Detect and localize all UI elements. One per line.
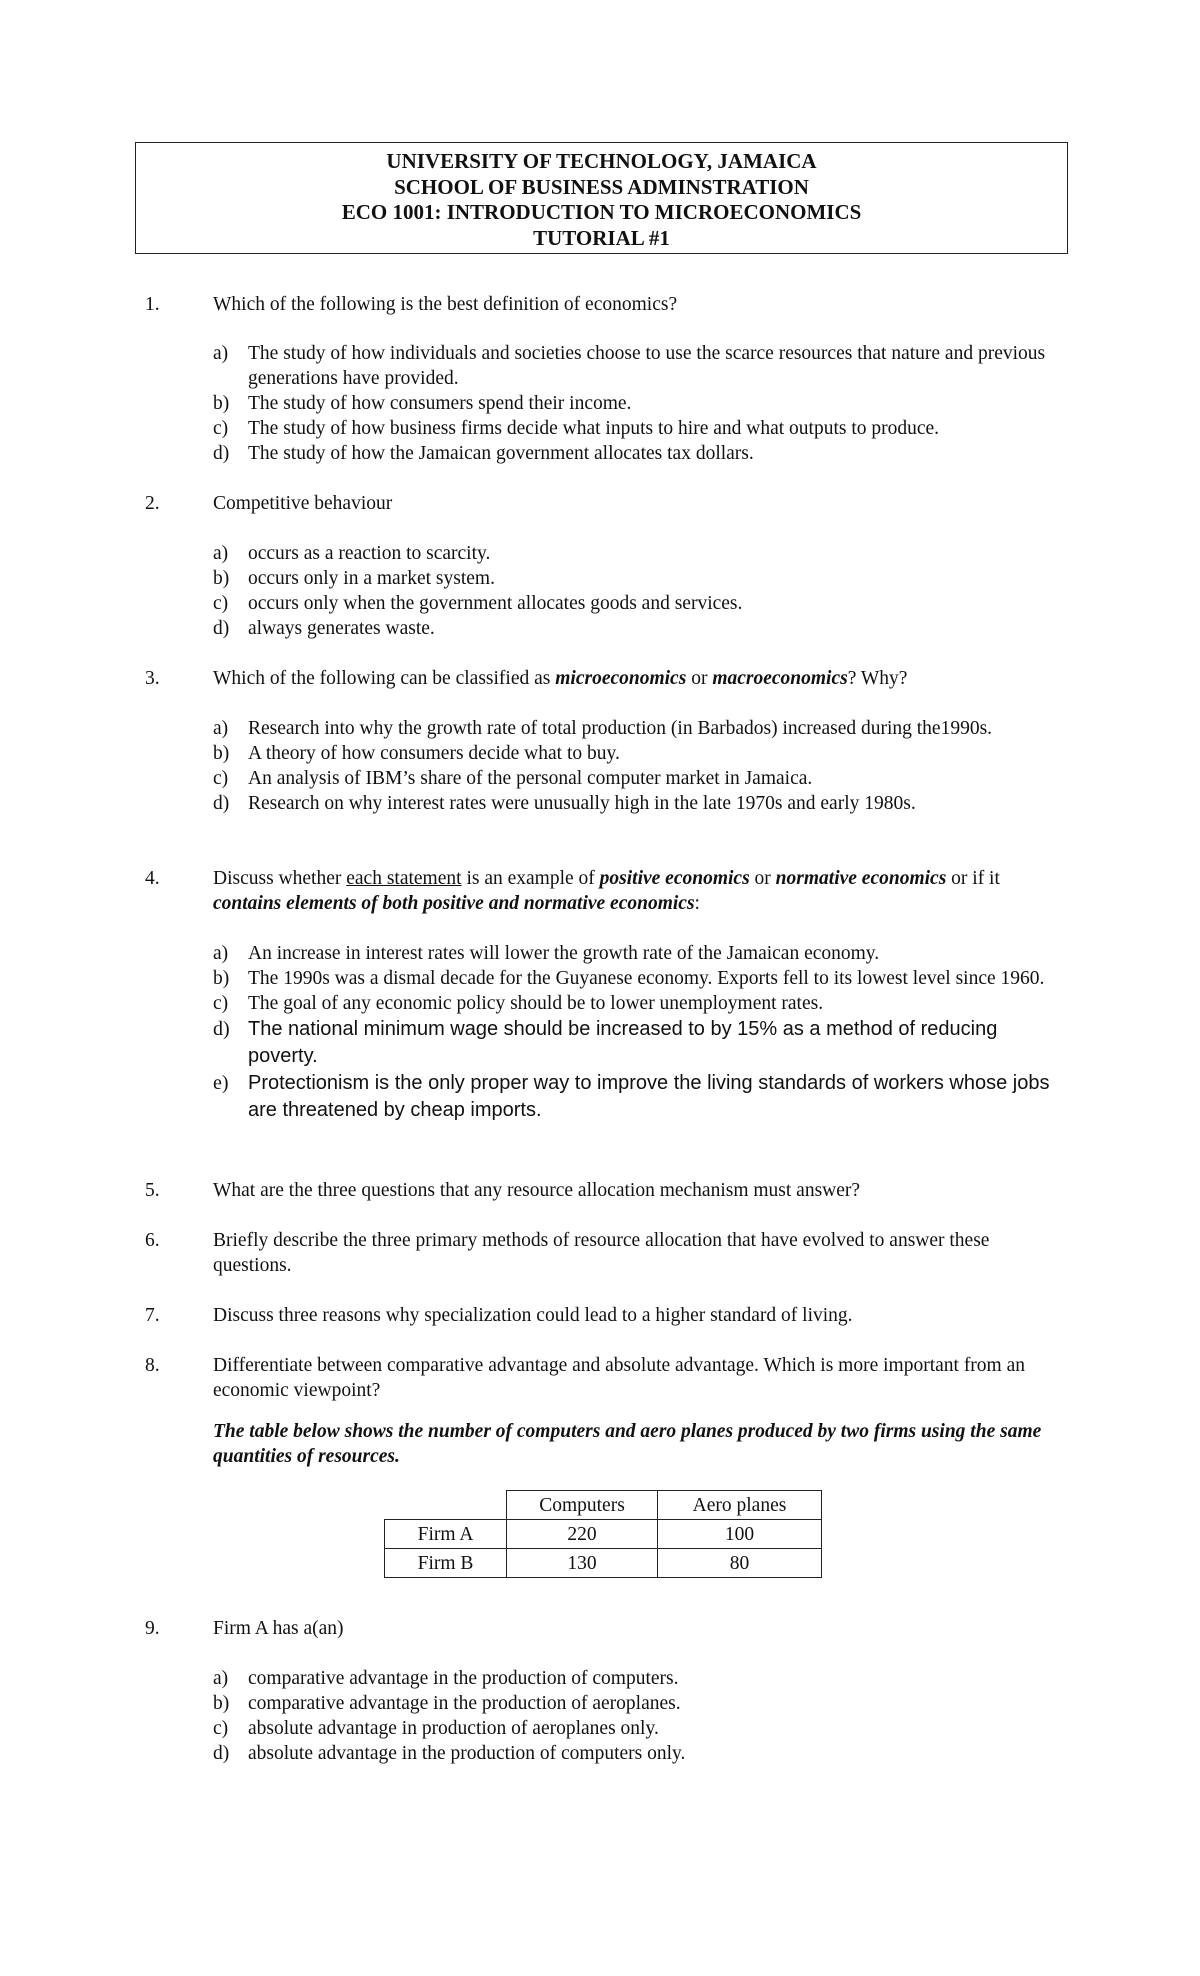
question-number: 2. <box>145 493 160 514</box>
question-text: Firm A has a(an) <box>213 1618 344 1639</box>
question-1-options <box>213 341 1063 466</box>
question-text: Briefly describe the three primary methods of resource allocation that have evolved to answer these questions. <box>213 1230 990 1276</box>
option-text: Research on why interest rates were unusually high in the late 1970s and early 1980s. <box>248 793 916 814</box>
option-letter: d) <box>213 1743 230 1764</box>
text-segment: : <box>694 893 700 914</box>
question-text: Differentiate between comparative advantage and absolute advantage. Which is more important from an economic viewpoint? <box>213 1355 1026 1401</box>
option-d <box>213 616 1063 641</box>
option-b <box>213 966 1063 991</box>
option-letter: d) <box>213 793 230 814</box>
table-header-computers: Computers <box>507 1491 658 1520</box>
production-table <box>384 1490 822 1578</box>
question-4-options <box>213 941 1063 1124</box>
option-letter: c) <box>213 1718 229 1739</box>
option-text: The study of how individuals and societies choose to use the scarce resources that nature and previous generations have provided. <box>248 343 1046 389</box>
table-corner-cell <box>385 1491 507 1520</box>
option-letter: b) <box>213 1693 230 1714</box>
table-header-row <box>385 1491 822 1520</box>
question-9-options <box>213 1666 1063 1766</box>
option-text: absolute advantage in the production of computers only. <box>248 1743 686 1764</box>
option-text: An analysis of IBM’s share of the personal computer market in Jamaica. <box>248 768 813 789</box>
question-2-options <box>213 541 1063 641</box>
question-text: Which of the following is the best definition of economics? <box>213 294 678 315</box>
option-b <box>213 1691 1063 1716</box>
table-cell: 130 <box>507 1549 658 1578</box>
option-a <box>213 1666 1063 1691</box>
option-b <box>213 391 1063 416</box>
option-c <box>213 416 1063 441</box>
question-text: Discuss three reasons why specialization could lead to a higher standard of living. <box>213 1305 853 1326</box>
text-segment: Discuss whether <box>213 868 347 889</box>
option-text: The 1990s was a dismal decade for the Guyanese economy. Exports fell to its lowest level since 1960. <box>248 968 1045 989</box>
option-text: absolute advantage in production of aeroplanes only. <box>248 1718 659 1739</box>
option-letter: d) <box>213 443 230 464</box>
question-text: Competitive behaviour <box>213 493 393 514</box>
option-text: comparative advantage in the production of aeroplanes. <box>248 1693 681 1714</box>
question-number: 1. <box>145 294 160 315</box>
question-number: 4. <box>145 868 160 889</box>
option-d <box>213 1016 1063 1070</box>
option-a <box>213 541 1063 566</box>
option-letter: d) <box>213 1018 230 1040</box>
option-letter: b) <box>213 568 230 589</box>
option-text: Research into why the growth rate of total production (in Barbados) increased during the1990s. <box>248 718 993 739</box>
question-number: 3. <box>145 668 160 689</box>
option-letter: c) <box>213 768 229 789</box>
option-letter: c) <box>213 993 229 1014</box>
option-letter: a) <box>213 343 229 364</box>
university-name: UNIVERSITY OF TECHNOLOGY, JAMAICA <box>386 149 817 173</box>
emphasis-both: contains elements of both positive and normative economics <box>213 893 695 914</box>
option-c <box>213 1716 1063 1741</box>
question-text: What are the three questions that any resource allocation mechanism must answer? <box>213 1180 861 1201</box>
question-number: 8. <box>145 1355 160 1376</box>
emphasis-normative-economics: normative economics <box>775 868 947 889</box>
table-header-aero-planes: Aero planes <box>658 1491 822 1520</box>
question-number: 6. <box>145 1230 160 1251</box>
option-a <box>213 716 1063 741</box>
option-e <box>213 1070 1063 1124</box>
emphasis-microeconomics: microeconomics <box>555 668 687 689</box>
option-a <box>213 941 1063 966</box>
option-letter: c) <box>213 593 229 614</box>
option-b <box>213 741 1063 766</box>
option-c <box>213 991 1063 1016</box>
option-text: comparative advantage in the production of computers. <box>248 1668 679 1689</box>
underlined-phrase: each statement <box>346 868 462 889</box>
option-d <box>213 791 1063 816</box>
tutorial-title: TUTORIAL #1 <box>533 225 670 250</box>
option-c <box>213 591 1063 616</box>
option-text: The goal of any economic policy should be to lower unemployment rates. <box>248 993 824 1014</box>
table-row-label: Firm B <box>385 1549 507 1578</box>
text-segment: or if it <box>946 868 1000 889</box>
option-letter: a) <box>213 943 229 964</box>
document-header <box>135 142 1068 254</box>
option-letter: a) <box>213 1668 229 1689</box>
table-row <box>385 1520 822 1549</box>
text-segment: Which of the following can be classified as <box>213 668 556 689</box>
option-a <box>213 341 1063 391</box>
emphasis-positive-economics: positive economics <box>599 868 750 889</box>
question-3-options <box>213 716 1063 816</box>
option-text: always generates waste. <box>248 618 435 639</box>
question-number: 5. <box>145 1180 160 1201</box>
option-text: An increase in interest rates will lower the growth rate of the Jamaican economy. <box>248 943 880 964</box>
table-intro-note: The table below shows the number of computers and aero planes produced by two firms using the same quantities of resources. <box>213 1421 1042 1467</box>
option-letter: a) <box>213 543 229 564</box>
option-text: occurs only when the government allocates goods and services. <box>248 593 743 614</box>
option-text: A theory of how consumers decide what to buy. <box>248 743 620 764</box>
table-cell: 80 <box>658 1549 822 1578</box>
option-text: The national minimum wage should be increased to by 15% as a method of reducing poverty. <box>248 1018 998 1067</box>
option-letter: e) <box>213 1072 229 1094</box>
course-title: ECO 1001: INTRODUCTION TO MICROECONOMICS <box>341 200 862 224</box>
option-letter: b) <box>213 393 230 414</box>
option-text: Protectionism is the only proper way to improve the living standards of workers whose jobs are threatened by cheap imports. <box>248 1072 1050 1121</box>
question-text <box>213 866 1063 916</box>
question-number: 9. <box>145 1618 160 1639</box>
table-row <box>385 1549 822 1578</box>
option-letter: b) <box>213 743 230 764</box>
option-b <box>213 566 1063 591</box>
option-text: occurs only in a market system. <box>248 568 495 589</box>
question-number: 7. <box>145 1305 160 1326</box>
text-segment: or <box>686 668 713 689</box>
option-text: The study of how business firms decide what inputs to hire and what outputs to produce. <box>248 418 940 439</box>
emphasis-macroeconomics: macroeconomics <box>712 668 848 689</box>
option-letter: b) <box>213 968 230 989</box>
option-letter: d) <box>213 618 230 639</box>
option-c <box>213 766 1063 791</box>
text-segment: is an example of <box>461 868 600 889</box>
school-name: SCHOOL OF BUSINESS ADMINSTRATION <box>394 174 809 199</box>
option-d <box>213 441 1063 466</box>
option-text: The study of how the Jamaican government allocates tax dollars. <box>248 443 754 464</box>
table-row-label: Firm A <box>385 1520 507 1549</box>
table-cell: 220 <box>507 1520 658 1549</box>
question-text <box>213 666 1063 691</box>
option-d <box>213 1741 1063 1766</box>
table-cell: 100 <box>658 1520 822 1549</box>
option-text: The study of how consumers spend their income. <box>248 393 632 414</box>
option-letter: a) <box>213 718 229 739</box>
text-segment: or <box>749 868 776 889</box>
option-text: occurs as a reaction to scarcity. <box>248 543 491 564</box>
option-letter: c) <box>213 418 229 439</box>
text-segment: ? Why? <box>847 668 908 689</box>
